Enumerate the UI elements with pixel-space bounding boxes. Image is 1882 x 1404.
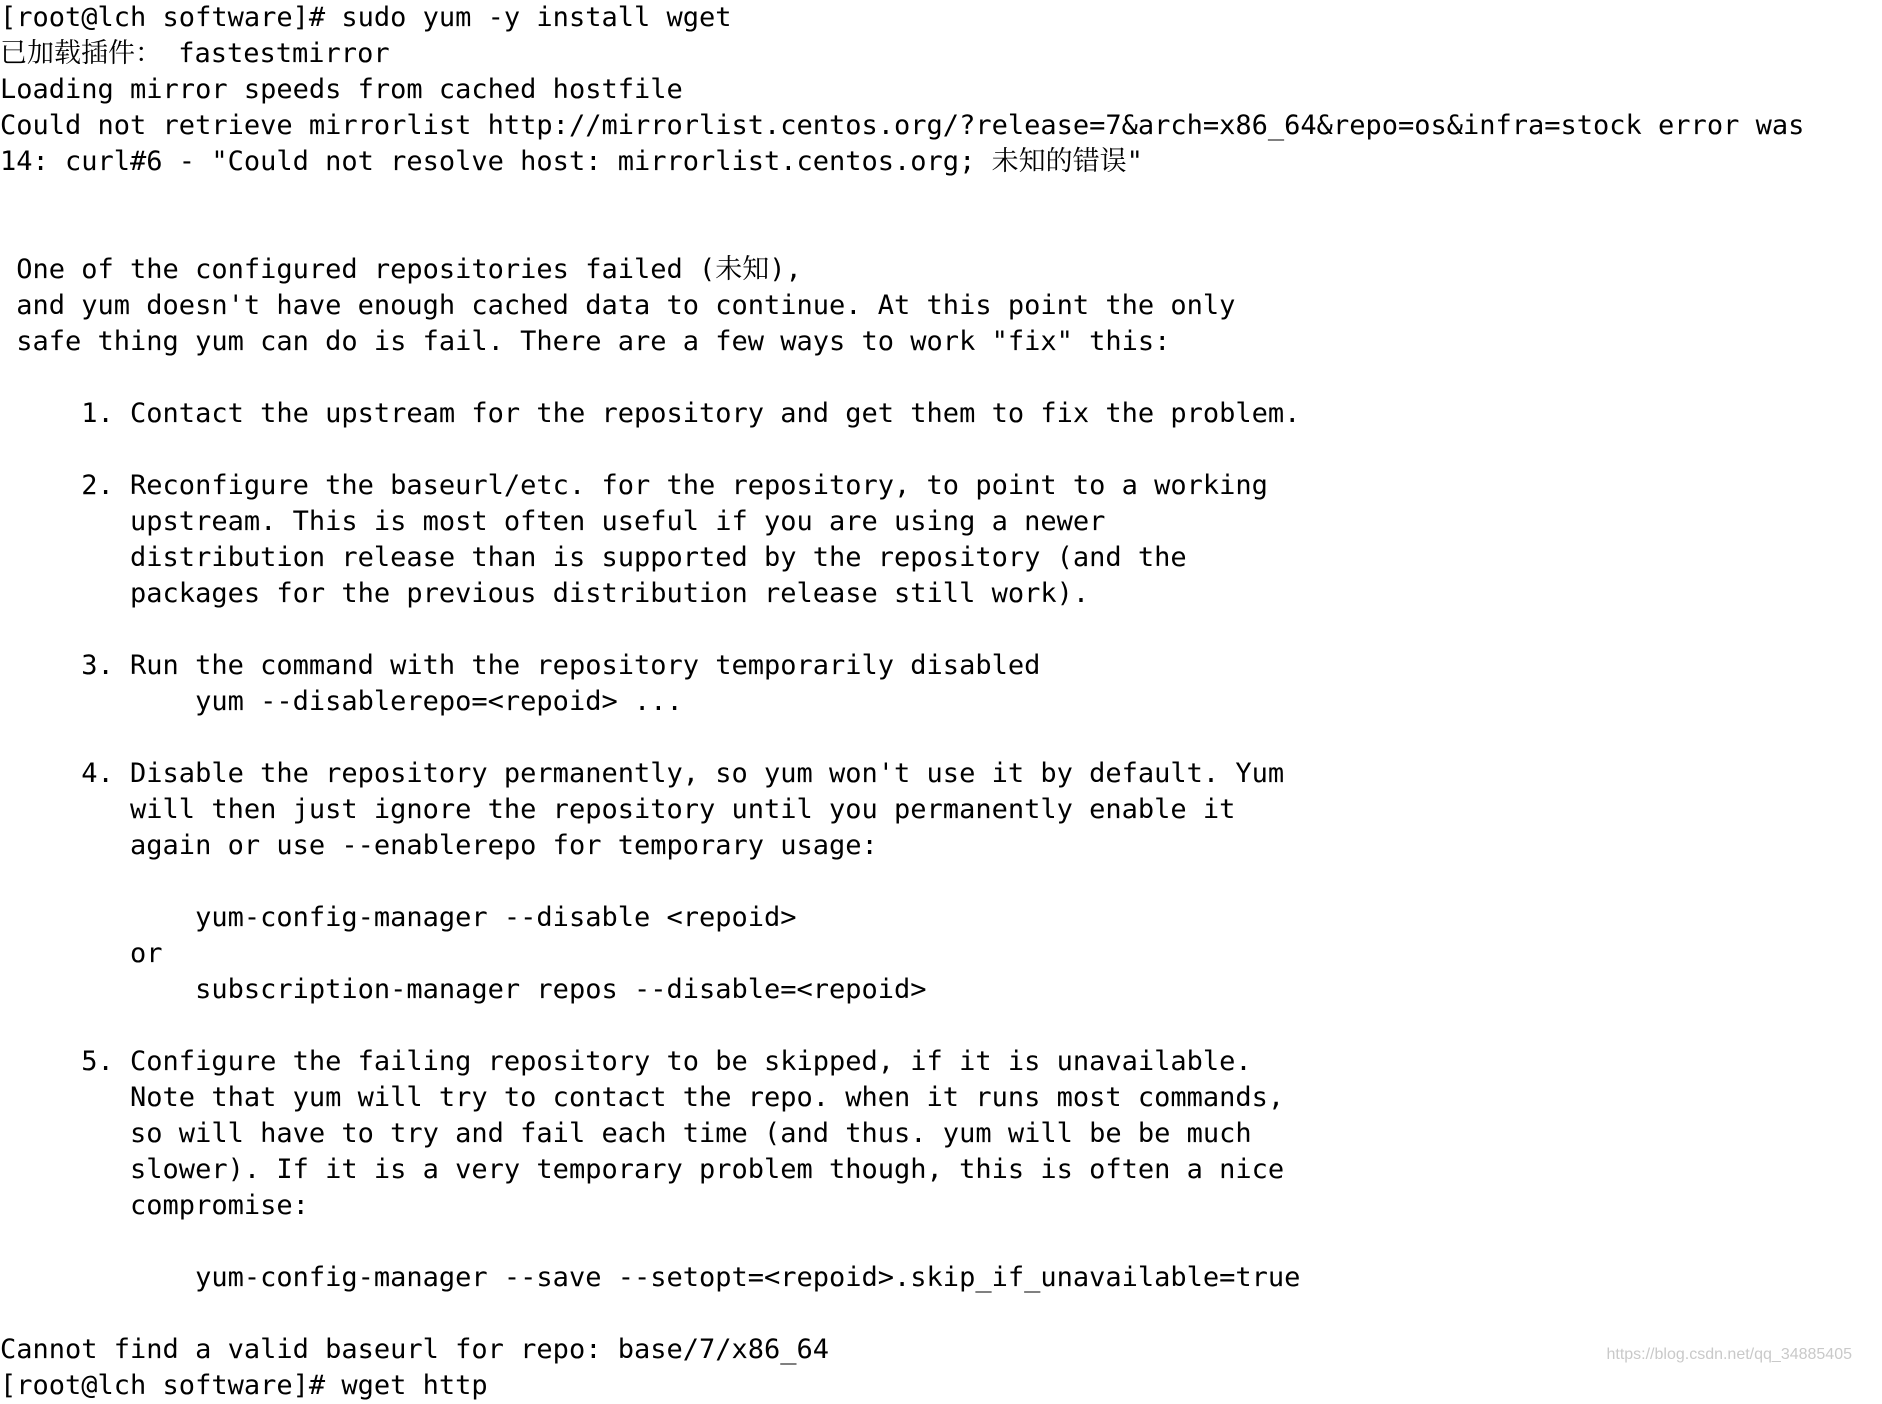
blank-line xyxy=(0,432,1882,468)
blank-line xyxy=(0,180,1882,216)
blank-line xyxy=(0,360,1882,396)
curl-error-line: 14: curl#6 - "Could not resolve host: mirrorlist.centos.org; 未知的错误" xyxy=(0,146,1143,177)
fix-option-5-line: so will have to try and fail each time (and thus. yum will be be much xyxy=(0,1118,1252,1149)
or-line: or xyxy=(0,938,163,969)
blank-line xyxy=(0,1296,1882,1332)
fix-intro-line: safe thing yum can do is fail. There are a few ways to work "fix" this: xyxy=(0,326,1171,357)
fix-option-5-line: 5. Configure the failing repository to be skipped, if it is unavailable. xyxy=(0,1046,1252,1077)
blank-line xyxy=(0,864,1882,900)
fix-option-5-line: slower). If it is a very temporary problem though, this is often a nice xyxy=(0,1154,1285,1185)
fix-option-4-line: again or use --enablerepo for temporary usage: xyxy=(0,830,878,861)
fix-option-2-line: packages for the previous distribution release still work). xyxy=(0,578,1090,609)
baseurl-error-line: Cannot find a valid baseurl for repo: base/7/x86_64 xyxy=(0,1334,830,1365)
blank-line xyxy=(0,612,1882,648)
fix-option-5-line: compromise: xyxy=(0,1190,309,1221)
blank-line xyxy=(0,1008,1882,1044)
mirrorlist-error-line: Could not retrieve mirrorlist http://mirrorlist.centos.org/?release=7&arch=x86_64&repo=os&infra=stock error was xyxy=(0,110,1805,141)
fix-option-2-line: upstream. This is most often useful if you are using a newer xyxy=(0,506,1106,537)
fix-option-2-line: 2. Reconfigure the baseurl/etc. for the repository, to point to a working xyxy=(0,470,1268,501)
fix-option-2-line: distribution release than is supported by the repository (and the xyxy=(0,542,1187,573)
fix-option-1-line: 1. Contact the upstream for the repository and get them to fix the problem. xyxy=(0,398,1301,429)
next-command-line: [root@lch software]# wget http xyxy=(0,1370,488,1401)
fix-option-4-line: 4. Disable the repository permanently, so yum won't use it by default. Yum xyxy=(0,758,1285,789)
watermark: https://blog.csdn.net/qq_34885405 xyxy=(1606,1346,1852,1363)
blank-line xyxy=(0,1224,1882,1260)
mirror-speed-line: Loading mirror speeds from cached hostfile xyxy=(0,74,683,105)
plugin-loaded-line: 已加载插件： fastestmirror xyxy=(0,38,390,69)
subscription-manager-line: subscription-manager repos --disable=<repoid> xyxy=(0,974,927,1005)
fix-option-3-line: 3. Run the command with the repository temporarily disabled xyxy=(0,650,1041,681)
fix-option-5-line: Note that yum will try to contact the repo. when it runs most commands, xyxy=(0,1082,1285,1113)
skip-unavailable-command-line: yum-config-manager --save --setopt=<repoid>.skip_if_unavailable=true xyxy=(0,1262,1301,1293)
command-prompt-line: [root@lch software]# sudo yum -y install wget xyxy=(0,2,732,33)
blank-line xyxy=(0,720,1882,756)
config-manager-disable-line: yum-config-manager --disable <repoid> xyxy=(0,902,797,933)
blank-line xyxy=(0,216,1882,252)
repository-failed-line: One of the configured repositories failed (未知), xyxy=(0,254,802,285)
disable-repo-command-line: yum --disablerepo=<repoid> ... xyxy=(0,686,683,717)
cache-message-line: and yum doesn't have enough cached data to continue. At this point the only xyxy=(0,290,1236,321)
fix-option-4-line: will then just ignore the repository until you permanently enable it xyxy=(0,794,1236,825)
